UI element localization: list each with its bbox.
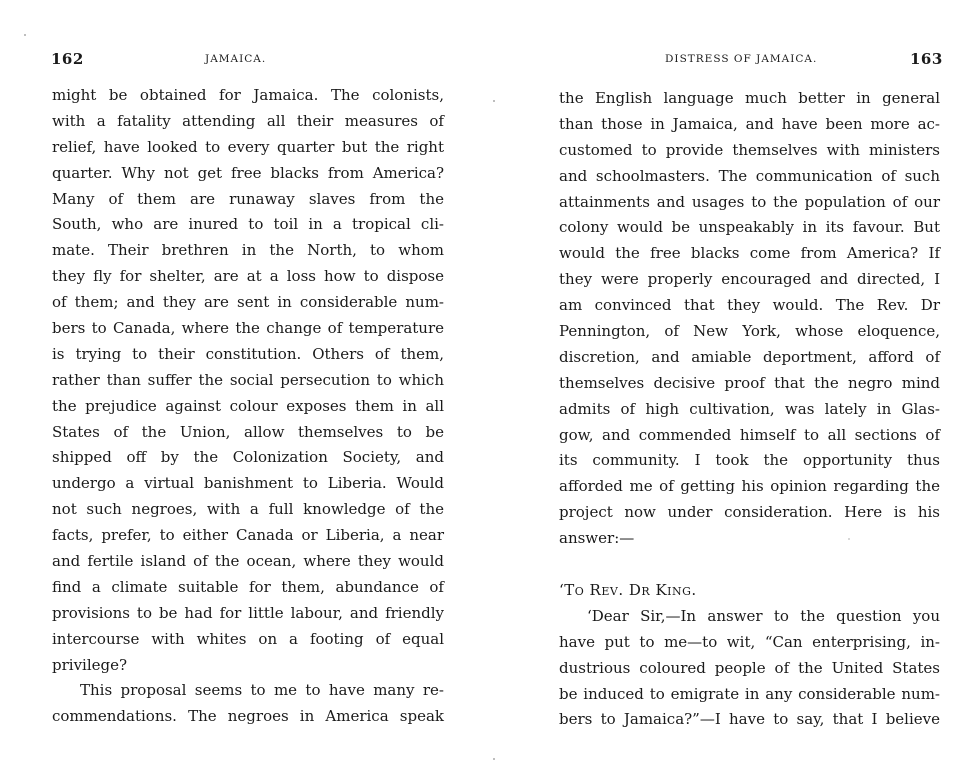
text-line: provisions to be had for little labour, and friendly	[52, 603, 444, 622]
text-line: intercourse with whites on a footing of equal	[52, 629, 444, 648]
letter-line: be induced to emigrate in any considerable num-	[559, 684, 940, 703]
scan-speck	[848, 538, 850, 540]
text-line: its community. I took the opportunity thus	[559, 451, 940, 470]
letter-address: ‘To Rev. Dr King.	[559, 581, 697, 600]
right-page	[490, 0, 980, 776]
left-page-number: 162	[51, 50, 84, 68]
text-line: privilege?	[52, 655, 128, 674]
text-line: attainments and usages to the population of our	[559, 192, 940, 211]
text-line: of them; and they are sent in considerable num-	[52, 293, 444, 312]
text-line: admits of high cultivation, was lately in Glas-	[559, 399, 940, 418]
text-line: discretion, and amiable deportment, afford of	[559, 347, 940, 366]
letter-line: ‘Dear Sir,—In answer to the question you	[587, 606, 940, 625]
text-line: am convinced that they would. The Rev. Dr	[559, 296, 940, 315]
right-page-number: 163	[910, 50, 943, 68]
paragraph-gap	[559, 552, 940, 578]
text-line: Pennington, of New York, whose eloquence,	[559, 322, 940, 341]
text-line: might be obtained for Jamaica. The colonists,	[52, 86, 444, 104]
right-page-body	[559, 86, 940, 733]
text-line: shipped off by the Colonization Society, and	[52, 448, 444, 467]
left-page-header	[0, 50, 490, 70]
text-line: and fertile island of the ocean, where they would	[52, 552, 444, 571]
left-page-body	[52, 83, 444, 730]
letter-line: have put to me—to wit, “Can enterprising, in-	[559, 632, 940, 651]
text-line: colony would be unspeakably in its favour. But	[559, 218, 940, 237]
scan-speck	[493, 758, 495, 760]
text-line: answer:—	[559, 529, 635, 548]
text-line: commendations. The negroes in America speak	[52, 707, 444, 726]
text-line: undergo a virtual banishment to Liberia. Would	[52, 474, 444, 493]
letter-line: dustrious coloured people of the United States	[559, 658, 940, 677]
scan-speck	[493, 100, 495, 102]
text-line: is trying to their constitution. Others of them,	[52, 344, 444, 363]
text-line: mate. Their brethren in the North, to whom	[52, 241, 444, 260]
text-line: facts, prefer, to either Canada or Liberia, a near	[52, 526, 444, 545]
text-line: the English language much better in general	[559, 89, 940, 107]
text-line: they were properly encouraged and directed, I	[559, 270, 940, 289]
text-line: themselves decisive proof that the negro mind	[559, 373, 940, 392]
text-line: with a fatality attending all their measures of	[52, 111, 444, 130]
text-line: This proposal seems to me to have many re-	[80, 681, 444, 700]
text-line: would the free blacks come from America? If	[559, 244, 940, 263]
text-line: find a climate suitable for them, abundance of	[52, 577, 444, 596]
text-line: customed to provide themselves with ministers	[559, 140, 940, 159]
scan-speck	[24, 34, 26, 36]
text-line: South, who are inured to toil in a tropical cli-	[52, 215, 444, 234]
text-line: not such negroes, with a full knowledge of the	[52, 500, 444, 519]
text-line: quarter. Why not get free blacks from America?	[52, 163, 444, 182]
letter-line: bers to Jamaica?”—I have to say, that I believe	[559, 710, 940, 729]
text-line: Many of them are runaway slaves from the	[52, 189, 444, 208]
text-line: the prejudice against colour exposes them in all	[52, 396, 444, 415]
text-line: gow, and commended himself to all sections of	[559, 425, 940, 444]
text-line: States of the Union, allow themselves to be	[52, 422, 444, 441]
text-line: rather than suffer the social persecution to which	[52, 370, 444, 389]
text-line: and schoolmasters. The communication of such	[559, 166, 940, 185]
text-line: they fly for shelter, are at a loss how to dispose	[52, 267, 444, 286]
text-line: afforded me of getting his opinion regarding the	[559, 477, 940, 496]
text-line: bers to Canada, where the change of temperature	[52, 319, 444, 338]
text-line: relief, have looked to every quarter but the right	[52, 137, 444, 156]
left-running-head: JAMAICA.	[205, 53, 267, 65]
text-line: project now under consideration. Here is his	[559, 503, 940, 522]
text-line: than those in Jamaica, and have been more ac-	[559, 114, 940, 133]
right-page-header	[490, 50, 980, 70]
right-running-head: DISTRESS OF JAMAICA.	[665, 53, 818, 65]
